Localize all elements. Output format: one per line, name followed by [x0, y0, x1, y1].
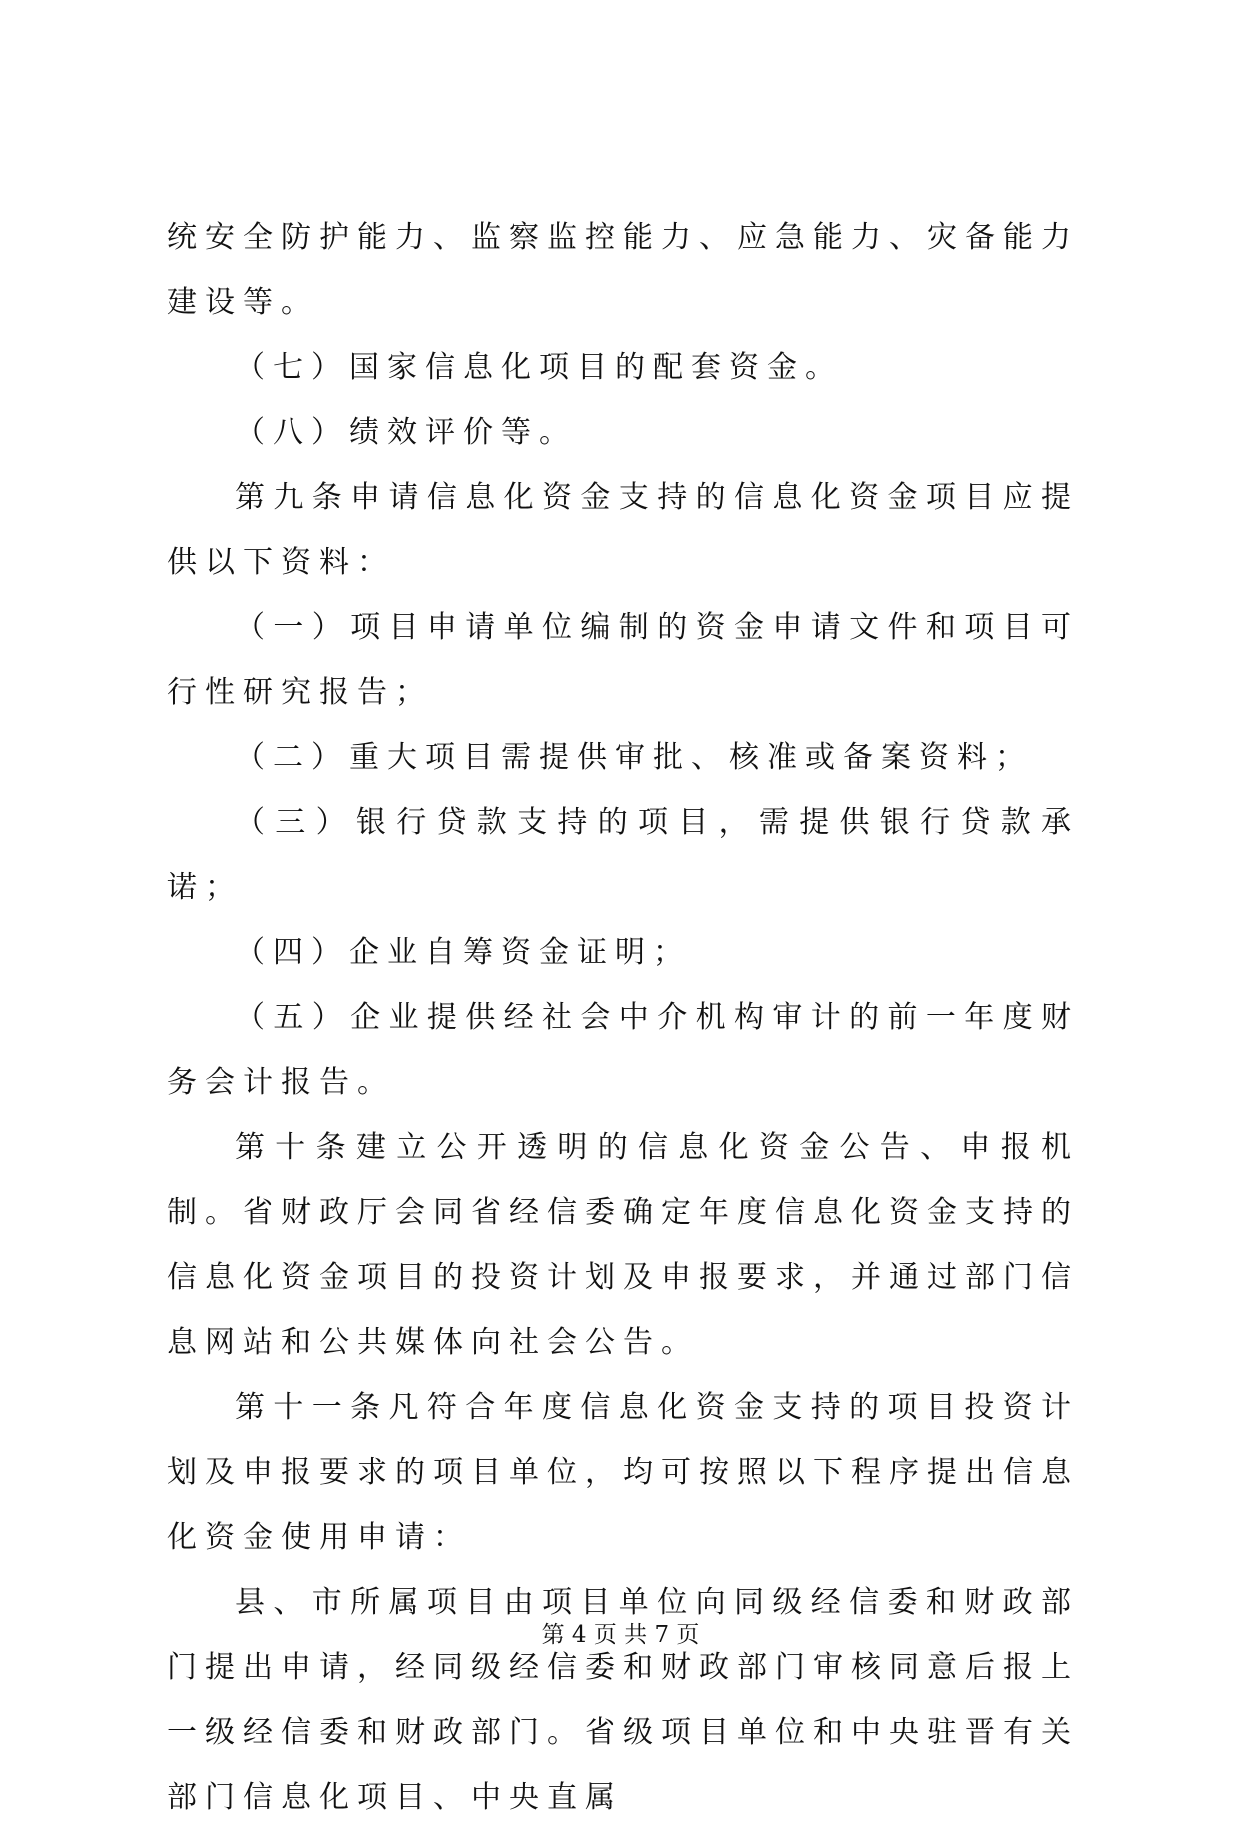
paragraph: （五）企业提供经社会中介机构审计的前一年度财务会计报告。 [167, 1000, 1079, 1100]
paragraph: 县、市所属项目由项目单位向同级经信委和财政部门提出申请，经同级经信委和财政部门审核同意后报上一级经信委和财政部门。省级项目单位和中央驻晋有关部门信息化项目、中央直属 [167, 1585, 1079, 1815]
paragraph: （七）国家信息化项目的配套资金。 [235, 350, 843, 385]
paragraph: 第九条申请信息化资金支持的信息化资金项目应提供以下资料： [167, 480, 1079, 580]
paragraph: 第十条建立公开透明的信息化资金公告、申报机制。省财政厅会同省经信委确定年度信息化资金支持的信息化资金项目的投资计划及申报要求，并通过部门信息网站和公共媒体向社会公告。 [167, 1130, 1079, 1360]
paragraph: （三）银行贷款支持的项目，需提供银行贷款承诺； [167, 805, 1079, 905]
document-body [167, 205, 1079, 1830]
paragraph: （一）项目申请单位编制的资金申请文件和项目可行性研究报告； [167, 610, 1079, 710]
paragraph: 第十一条凡符合年度信息化资金支持的项目投资计划及申报要求的项目单位，均可按照以下程序提出信息化资金使用申请： [167, 1390, 1079, 1555]
paragraph: （四）企业自筹资金证明； [235, 935, 691, 970]
page-number-footer: 第 4 页 共 7 页 [541, 1622, 700, 1648]
paragraph: 统安全防护能力、监察监控能力、应急能力、灾备能力建设等。 [167, 220, 1079, 320]
paragraph: （八）绩效评价等。 [235, 415, 577, 450]
paragraph: （二）重大项目需提供审批、核准或备案资料； [235, 740, 1033, 775]
